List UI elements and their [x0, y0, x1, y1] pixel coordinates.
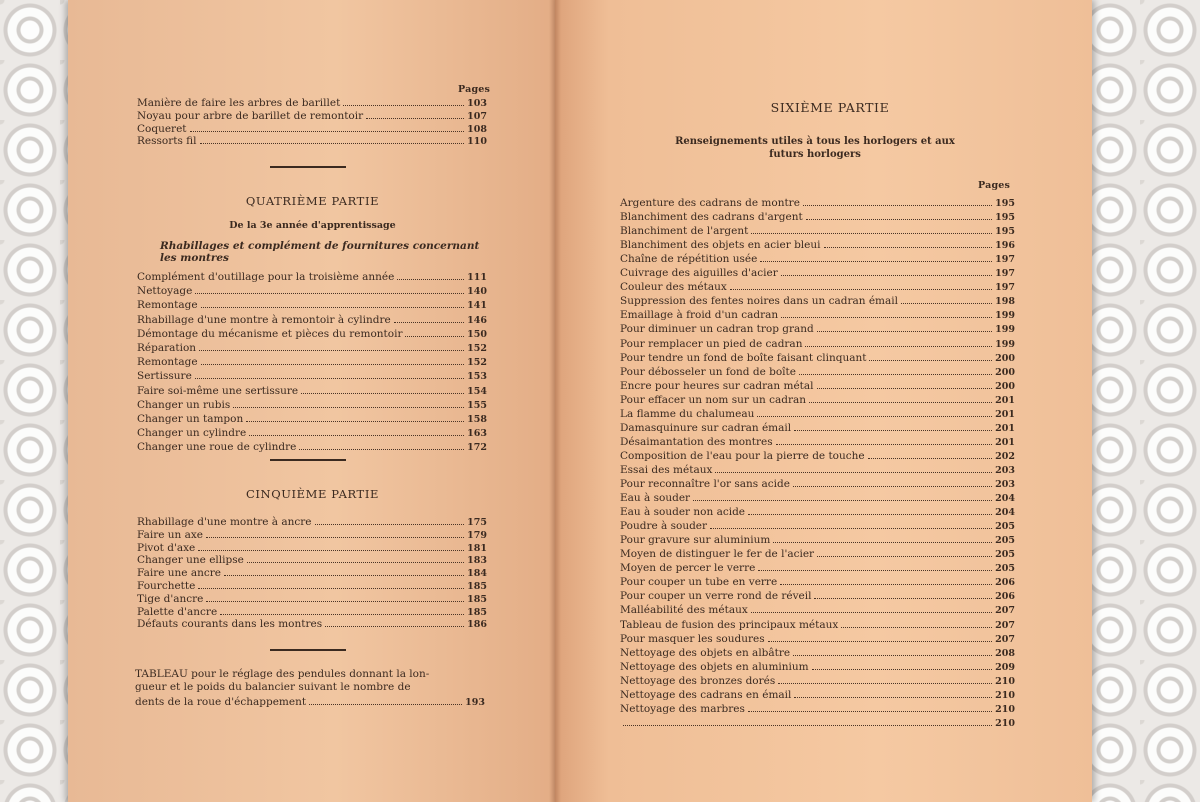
toc-entry-page: 207 [995, 633, 1015, 645]
toc-entry [620, 576, 1015, 589]
toc-entry-page: 172 [467, 442, 487, 454]
dot-leader [199, 342, 464, 351]
dot-leader [198, 542, 464, 551]
dot-leader [868, 450, 992, 459]
toc-entry-page: 200 [995, 352, 1015, 364]
toc-entry-label: La flamme du chalumeau [620, 407, 755, 420]
toc-entry-label: Poudre à souder [620, 520, 708, 533]
toc-entry-label: Pour couper un tube en verre [620, 576, 778, 589]
dot-leader [793, 647, 992, 656]
toc-entry-label: Défauts courants dans les montres [137, 618, 323, 631]
toc-entry-page: 201 [995, 422, 1015, 434]
toc-entry [620, 520, 1015, 533]
dot-leader [901, 295, 992, 304]
toc-entry-page: 207 [995, 619, 1015, 631]
dot-leader [195, 370, 464, 379]
toc-entry [620, 464, 1015, 477]
dot-leader [249, 427, 464, 436]
dot-leader [757, 408, 992, 417]
toc-entry-page: 111 [467, 272, 487, 283]
dot-leader [233, 399, 464, 408]
dot-leader [200, 135, 464, 144]
dot-leader [325, 618, 464, 627]
tableau-line1: TABLEAU pour le réglage des pendules donnant la lon- [135, 668, 430, 680]
dot-leader [814, 590, 992, 599]
dot-leader [195, 285, 464, 294]
part6-subtitle-line1: Renseignements utiles à tous les horlogers et aux [675, 136, 955, 147]
toc-entry-label: Démontage du mécanisme et pièces du remontoir [137, 327, 403, 340]
dot-leader [803, 197, 992, 206]
toc-entry-label: Blanchiment de l'argent [620, 225, 749, 238]
toc-entry-page: 185 [467, 606, 487, 618]
toc-entry-page: 150 [467, 328, 487, 340]
dot-leader [805, 338, 992, 347]
toc-entry [137, 618, 487, 631]
toc-entry-label: Emaillage à froid d'un cadran [620, 309, 779, 322]
toc-entry-label: Argenture des cadrans de montre [620, 197, 800, 209]
toc-entry-page: 193 [465, 697, 485, 708]
toc-entry-page: 184 [467, 568, 487, 580]
toc-entry-page: 210 [995, 689, 1015, 701]
toc-entry-label: Changer une roue de cylindre [137, 441, 297, 454]
pages-column-label: Pages [978, 180, 1011, 191]
toc-entry [620, 281, 1015, 294]
dot-leader [841, 619, 992, 628]
dot-leader [780, 576, 992, 585]
toc-entry [620, 717, 1015, 730]
toc-entry [137, 135, 487, 148]
toc-entry [620, 352, 1015, 365]
toc-entry [620, 436, 1015, 449]
toc-entry-label: Nettoyage des marbres [620, 702, 745, 715]
toc-entry-label: Pour effacer un nom sur un cadran [620, 393, 806, 406]
toc-entry [620, 675, 1015, 688]
toc-entry-label: Réparation [137, 342, 197, 354]
toc-entry-page: 210 [995, 703, 1015, 715]
toc-entry [137, 110, 487, 123]
toc-entry-page: 205 [995, 563, 1015, 575]
section-divider [270, 459, 346, 461]
toc-entry-label: Damasquinure sur cadran émail [620, 421, 792, 434]
toc-entry-label: Faire une ancre [137, 567, 221, 580]
toc-entry-label: Pour couper un verre rond de réveil [620, 590, 812, 603]
toc-entry-label: Complément d'outillage pour la troisième année [137, 271, 395, 283]
toc-entry-page: 141 [467, 300, 487, 312]
toc-entry-page: 195 [995, 226, 1015, 238]
toc-entry-label: Pour remplacer un pied de cadran [620, 337, 803, 350]
dot-leader [247, 554, 464, 563]
toc-entry-page: 199 [995, 310, 1015, 322]
dot-leader [206, 593, 464, 602]
dot-leader [758, 562, 992, 571]
toc-entry-page: 206 [995, 577, 1015, 589]
toc-entry-page: 204 [995, 507, 1015, 519]
dot-leader [751, 604, 992, 613]
toc-entry-label: Changer une ellipse [137, 554, 244, 567]
toc-entry-page: 203 [995, 464, 1015, 476]
toc-entry [137, 342, 487, 355]
dot-leader [760, 253, 992, 262]
dot-leader [781, 309, 992, 318]
toc-entry-page: 185 [467, 593, 487, 605]
toc-entry [620, 422, 1015, 435]
dot-leader [366, 110, 464, 119]
toc-entry [137, 314, 487, 327]
dot-leader [315, 516, 464, 525]
dot-leader [794, 422, 992, 431]
toc-entry [137, 97, 487, 110]
toc-entry [620, 366, 1015, 379]
toc-entry [620, 689, 1015, 702]
toc-entry-label: Remontage [137, 356, 198, 369]
dot-leader [809, 394, 992, 403]
toc-entry-page: 181 [467, 542, 487, 554]
toc-entry-page: 205 [995, 521, 1015, 533]
toc-entry-label: Composition de l'eau pour la pierre de touche [620, 449, 865, 462]
toc-entry [620, 197, 1015, 210]
toc-entry-label: Malléabilité des métaux [620, 604, 748, 617]
toc-entry-label: Pour diminuer un cadran trop grand [620, 323, 814, 336]
tableau-line2: gueur et le poids du balancier suivant le nombre de [135, 681, 411, 693]
toc-entry-label: Nettoyage des bronzes dorés [620, 674, 776, 687]
toc-entry-page: 201 [995, 408, 1015, 420]
toc-entry-label: Pivot d'axe [137, 541, 196, 554]
toc-entry [137, 285, 487, 298]
dot-leader [206, 529, 464, 538]
toc-entry-page: 201 [995, 394, 1015, 406]
dot-leader [748, 506, 992, 515]
toc-entry-label: Cuivrage des aiguilles d'acier [620, 267, 778, 280]
dot-leader [220, 606, 464, 615]
toc-entry-label: Pour gravure sur aluminium [620, 534, 771, 547]
toc-entry-page: 154 [467, 385, 487, 397]
dot-leader [768, 633, 992, 642]
toc-entry [620, 506, 1015, 519]
toc-entry-label: Palette d'ancre [137, 605, 218, 618]
toc-entry [137, 516, 487, 529]
toc-entry-label: dents de la roue d'échappement [135, 696, 307, 708]
toc-entry-page: 203 [995, 479, 1015, 490]
toc-entry-label: Couleur des métaux [620, 281, 727, 294]
toc-entry-page: 204 [995, 493, 1015, 505]
toc-entry-page: 205 [995, 535, 1015, 547]
toc-entry [620, 323, 1015, 336]
toc-entry-label: Blanchiment des cadrans d'argent [620, 211, 803, 224]
toc-entry-label: Remontage [137, 299, 198, 312]
toc-entry [620, 633, 1015, 646]
dot-leader [806, 211, 992, 220]
toc-entry-label: Nettoyage des cadrans en émail [620, 688, 792, 701]
toc-entry-page: 186 [467, 619, 487, 631]
toc-entry [137, 271, 487, 284]
toc-entry [620, 450, 1015, 463]
toc-entry [620, 619, 1015, 632]
toc-entry-label: Pour reconnaître l'or sans acide [620, 478, 790, 490]
toc-entry-page: 195 [995, 212, 1015, 224]
toc-entry-label: Eau à souder [620, 492, 691, 505]
toc-entry-page: 153 [467, 371, 487, 383]
toc-entry-page: 146 [467, 314, 487, 326]
dot-leader [778, 675, 992, 684]
dot-leader [776, 436, 992, 445]
dot-leader [869, 352, 992, 361]
dot-leader [693, 492, 992, 501]
toc-entry-label: Nettoyage des objets en albâtre [620, 646, 791, 659]
dot-leader [730, 281, 992, 290]
dot-leader [309, 696, 462, 705]
toc-entry-page: 202 [995, 450, 1015, 462]
dot-leader [623, 717, 992, 726]
toc-entry [620, 225, 1015, 238]
toc-entry [620, 267, 1015, 280]
toc-entry [620, 253, 1015, 266]
toc-entry-page: 152 [467, 357, 487, 369]
toc-entry-page: 158 [467, 414, 487, 425]
dot-leader [397, 271, 464, 280]
toc-entry-page: 210 [995, 717, 1015, 729]
dot-leader [246, 413, 464, 422]
dot-leader [405, 328, 464, 337]
toc-entry-page: 197 [995, 268, 1015, 280]
toc-entry-label: Moyen de distinguer le fer de l'acier [620, 548, 815, 561]
toc-entry-label: Chaîne de répétition usée [620, 253, 758, 266]
part4-italic-line2: les montres [160, 252, 229, 264]
dot-leader [817, 548, 992, 557]
toc-entry-page: 198 [995, 296, 1015, 308]
dot-leader [201, 299, 464, 308]
toc-entry-page: 200 [995, 366, 1015, 378]
toc-entry-page: 110 [467, 136, 487, 148]
part6-subtitle-line2: futurs horlogers [769, 149, 861, 160]
toc-entry [137, 385, 487, 398]
toc-entry-page: 210 [995, 675, 1015, 687]
toc-entry [620, 239, 1015, 252]
toc-entry-label: Faire un axe [137, 528, 204, 541]
toc-entry [620, 211, 1015, 224]
toc-entry-label: Changer un rubis [137, 398, 231, 411]
dot-leader [773, 534, 992, 543]
toc-entry-page: 155 [467, 399, 487, 411]
toc-entry [620, 548, 1015, 561]
toc-entry-label: Pour masquer les soudures [620, 632, 765, 645]
toc-entry-label: Ressorts fil [137, 135, 197, 148]
toc-entry-page: 197 [995, 282, 1015, 294]
toc-entry-label: Rhabillage d'une montre à ancre [137, 516, 312, 528]
dot-leader [190, 123, 464, 132]
section-divider [270, 166, 346, 168]
dot-leader [394, 314, 464, 323]
dot-leader [751, 225, 992, 234]
toc-entry [620, 661, 1015, 674]
toc-entry-label: Eau à souder non acide [620, 506, 746, 519]
toc-entry [137, 593, 487, 606]
toc-entry-page: 185 [467, 581, 487, 592]
toc-entry-page: 179 [467, 529, 487, 541]
toc-entry [620, 562, 1015, 575]
toc-entry-page: 103 [467, 98, 487, 109]
toc-entry-label: Rhabillage d'une montre à remontoir à cylindre [137, 313, 391, 326]
dot-leader [299, 441, 464, 450]
toc-entry [137, 580, 487, 593]
toc-entry-label: Changer un tampon [137, 413, 244, 425]
toc-entry-page: 163 [467, 428, 487, 440]
toc-entry [620, 534, 1015, 547]
toc-entry-label: Encre pour heures sur cadran métal [620, 379, 814, 392]
toc-entry-label: Nettoyage des objets en aluminium [620, 660, 809, 673]
toc-entry-label: Sertissure [137, 370, 192, 383]
dot-leader [224, 567, 464, 576]
dot-leader [812, 661, 992, 670]
toc-entry [620, 703, 1015, 716]
toc-entry-label: Noyau pour arbre de barillet de remontoir [137, 109, 364, 122]
toc-entry-page: 209 [995, 661, 1015, 673]
pages-column-label: Pages [458, 84, 491, 95]
toc-entry [137, 427, 487, 440]
toc-entry-label: Désaimantation des montres [620, 435, 773, 448]
part4-subtitle: De la 3e année d'apprentissage [229, 220, 396, 231]
toc-entry [620, 590, 1015, 603]
toc-entry-label: Pour débosseler un fond de boîte [620, 365, 796, 378]
toc-entry-label: Tableau de fusion des principaux métaux [620, 618, 839, 631]
toc-entry [620, 604, 1015, 617]
toc-entry-label: Changer un cylindre [137, 427, 247, 440]
toc-entry [137, 529, 487, 542]
toc-entry-label: Faire soi-même une sertissure [137, 384, 299, 397]
toc-entry-label: Moyen de percer le verre [620, 562, 756, 575]
toc-entry-page: 201 [995, 436, 1015, 448]
toc-entry-page: 207 [995, 605, 1015, 617]
part6-title: SIXIÈME PARTIE [770, 100, 890, 115]
part5-title: CINQUIÈME PARTIE [246, 487, 379, 501]
toc-entry-page: 183 [467, 555, 487, 567]
toc-entry-label: Manière de faire les arbres de barillet [137, 97, 341, 109]
dot-leader [301, 385, 464, 394]
section-divider [270, 649, 346, 651]
dot-leader [824, 239, 992, 248]
toc-entry [137, 542, 487, 555]
toc-entry-page: 175 [467, 517, 487, 528]
toc-entry [137, 370, 487, 383]
toc-entry [620, 647, 1015, 660]
toc-entry [620, 478, 1015, 491]
book-gutter [549, 0, 561, 802]
dot-leader [748, 703, 992, 712]
dot-leader [799, 366, 992, 375]
toc-entry-page: 208 [995, 647, 1015, 659]
toc-entry-label: Pour tendre un fond de boîte faisant clinquant [620, 351, 867, 364]
dot-leader [715, 464, 992, 473]
toc-entry [137, 441, 487, 454]
toc-entry [137, 606, 487, 619]
dot-leader [793, 478, 992, 487]
toc-entry [620, 380, 1015, 393]
toc-entry [620, 408, 1015, 421]
toc-entry [620, 295, 1015, 308]
toc-entry [137, 356, 487, 369]
toc-entry-page: 200 [995, 380, 1015, 392]
toc-entry-page: 199 [995, 324, 1015, 336]
toc-entry-label: Suppression des fentes noires dans un cadran émail [620, 295, 898, 308]
toc-entry-label: Blanchiment des objets en acier bleui [620, 239, 821, 252]
toc-entry-page: 107 [467, 110, 487, 122]
toc-entry-page: 196 [995, 240, 1015, 252]
dot-leader [817, 380, 993, 389]
toc-entry-page: 195 [995, 198, 1015, 209]
part4-title: QUATRIÈME PARTIE [245, 194, 380, 208]
toc-entry [620, 338, 1015, 351]
dot-leader [201, 356, 464, 365]
tableau-line3 [135, 696, 485, 709]
toc-entry-label: Fourchette [137, 580, 196, 592]
toc-entry-page: 197 [995, 254, 1015, 266]
toc-entry-page: 152 [467, 343, 487, 354]
toc-entry [137, 123, 487, 136]
toc-entry [137, 567, 487, 580]
dot-leader [710, 520, 992, 529]
part4-italic-line1: Rhabillages et complément de fournitures concernant [160, 240, 480, 252]
toc-entry-label: Essai des métaux [620, 463, 713, 476]
toc-entry [137, 399, 487, 412]
toc-entry [620, 492, 1015, 505]
toc-entry-label: Nettoyage [137, 285, 193, 298]
toc-entry [137, 328, 487, 341]
toc-entry-label: Coqueret [137, 122, 187, 135]
toc-entry [137, 413, 487, 426]
toc-entry-page: 199 [995, 338, 1015, 350]
dot-leader [817, 323, 992, 332]
toc-entry [137, 299, 487, 312]
toc-entry [137, 554, 487, 567]
toc-entry [620, 394, 1015, 407]
toc-entry-page: 206 [995, 591, 1015, 603]
toc-entry-page: 205 [995, 549, 1015, 561]
toc-entry [620, 309, 1015, 322]
dot-leader [781, 267, 992, 276]
dot-leader [198, 580, 464, 589]
toc-entry-label: Tige d'ancre [137, 592, 204, 605]
toc-entry-page: 108 [467, 123, 487, 135]
dot-leader [343, 97, 464, 106]
toc-entry-page: 140 [467, 286, 487, 298]
dot-leader [794, 689, 992, 698]
